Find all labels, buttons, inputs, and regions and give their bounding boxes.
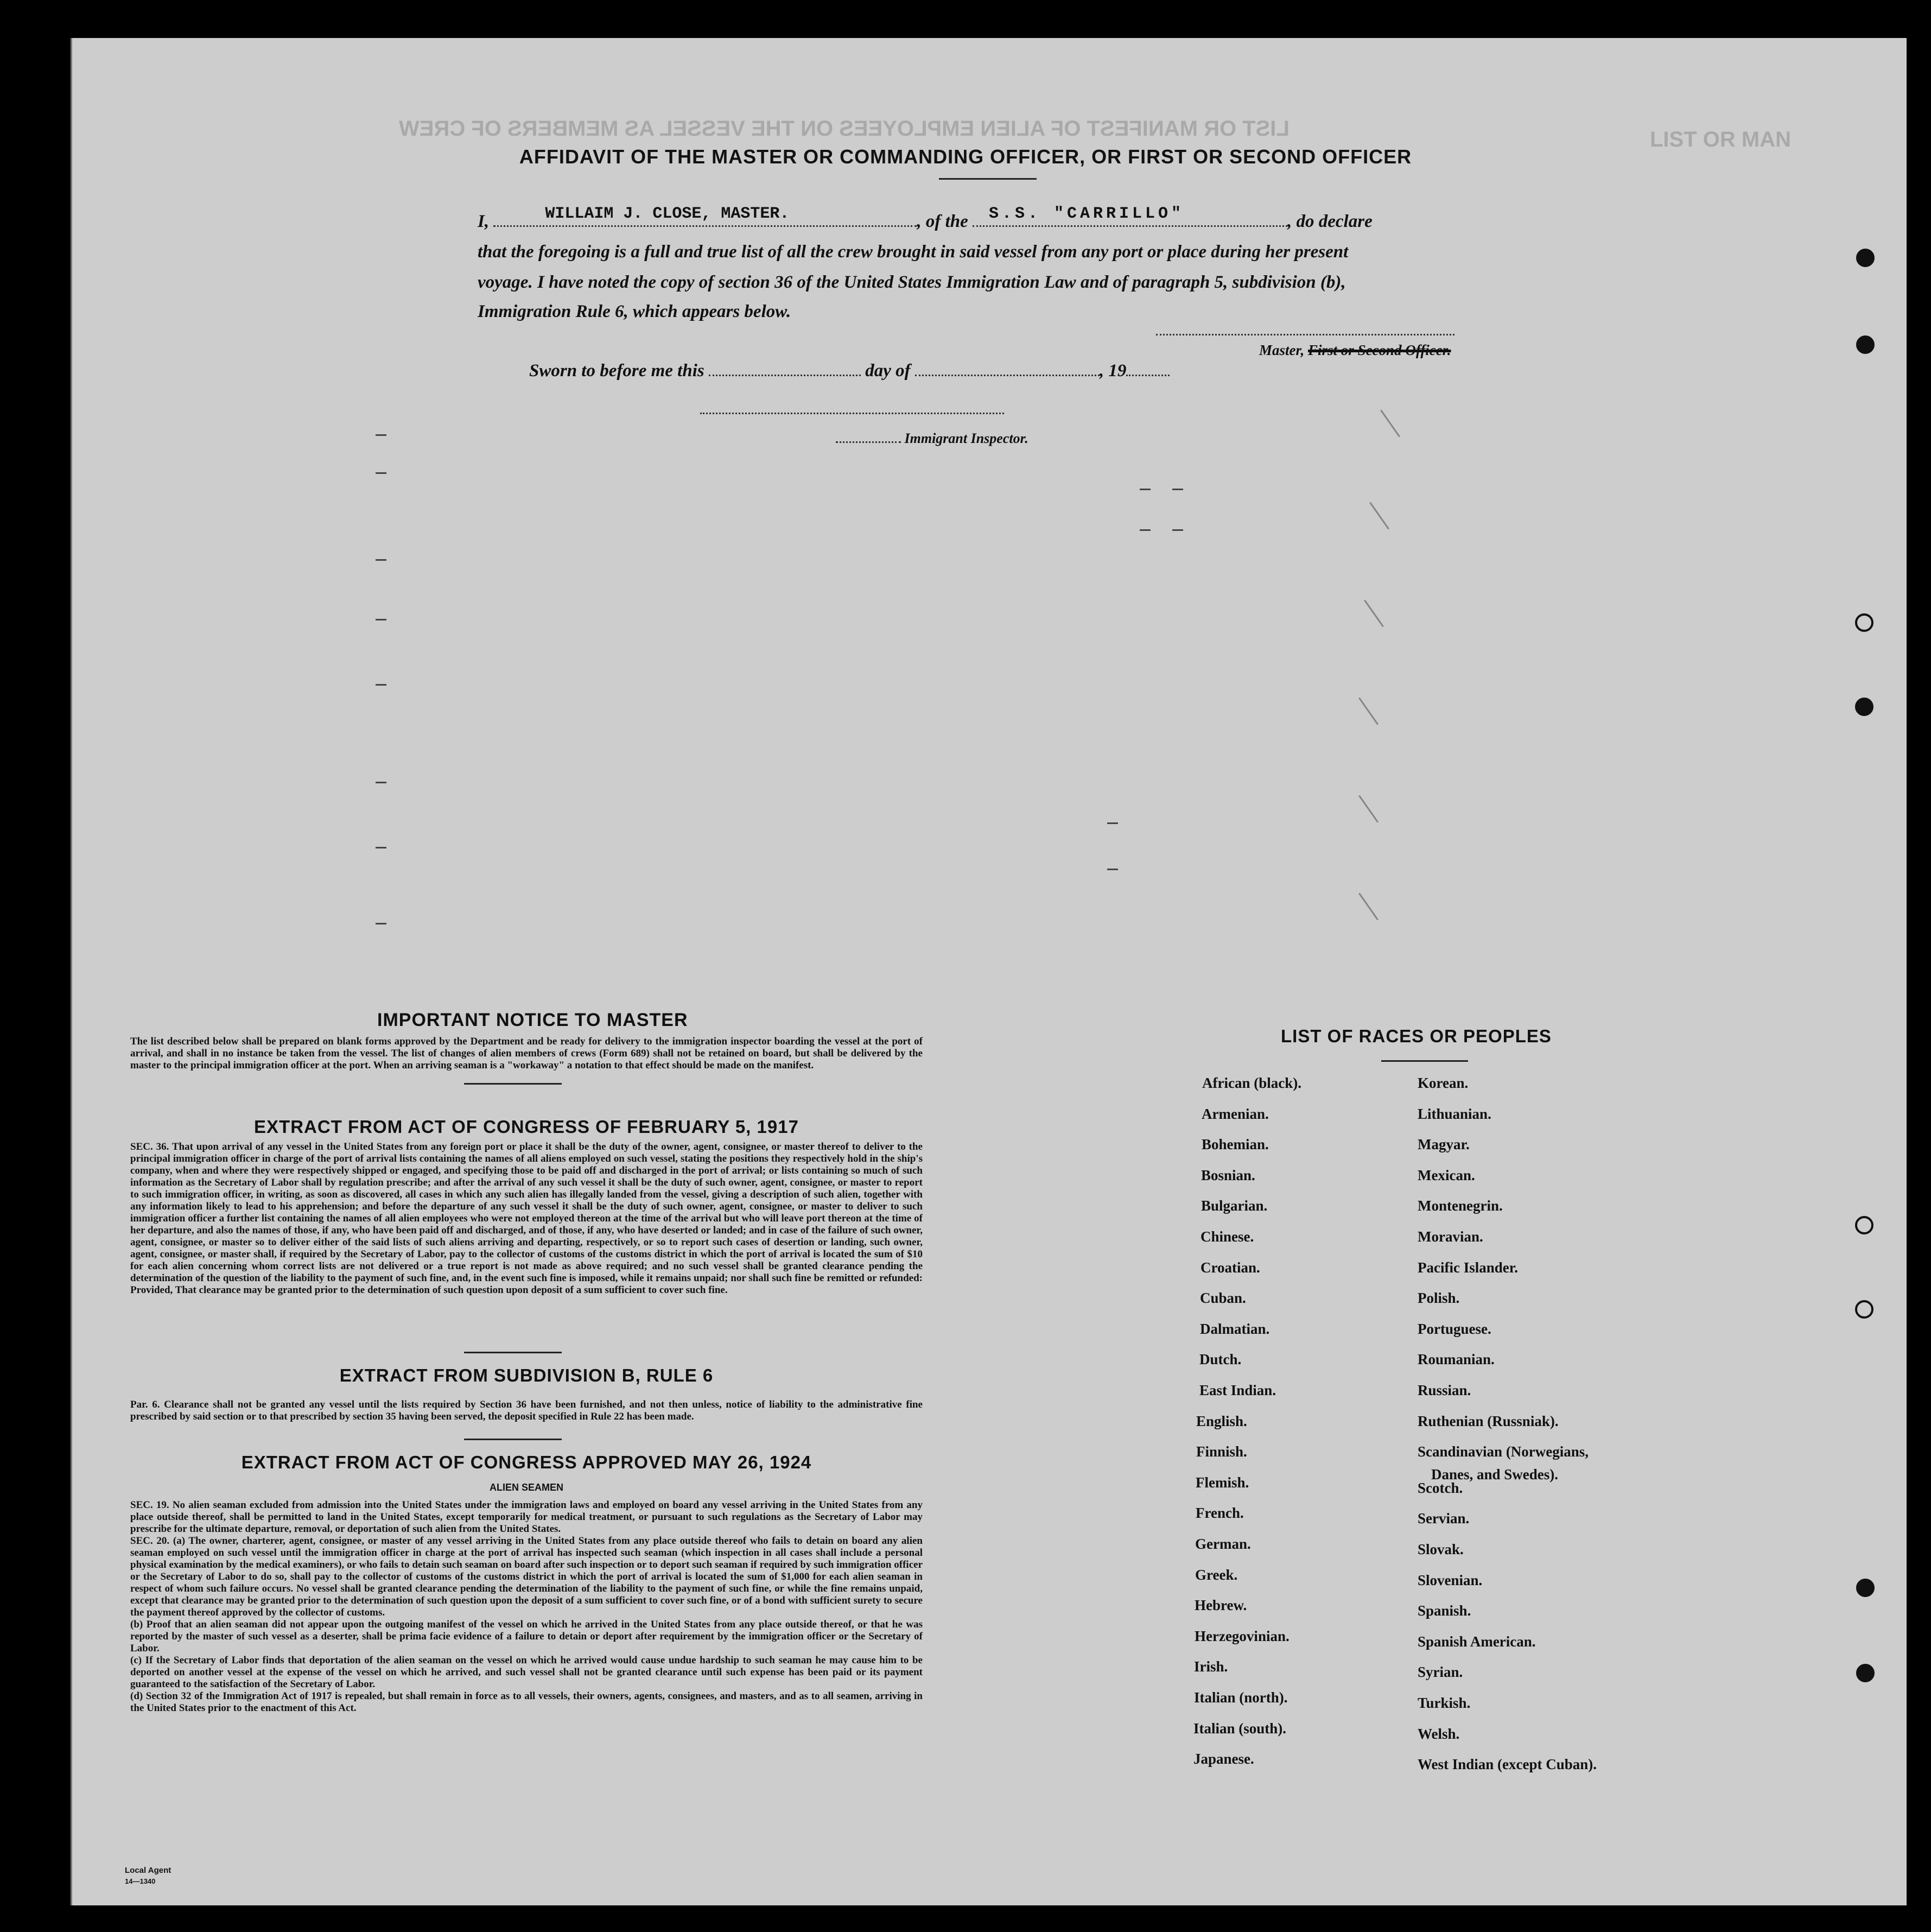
race-item: Turkish. (1418, 1695, 1471, 1711)
race-item: East Indian. (1199, 1382, 1276, 1398)
form-tick (1140, 489, 1151, 490)
inspector-line (836, 430, 1028, 447)
races-title: LIST OF RACES OR PEOPLES (1281, 1026, 1552, 1046)
race-item: Spanish. (1418, 1602, 1471, 1619)
extract-1924-subtitle: ALIEN SEAMEN (489, 1482, 563, 1493)
affidavit-title: AFFIDAVIT OF THE MASTER OR COMMANDING OFFICER, OR FIRST OR SECOND OFFICER (519, 145, 1412, 168)
sworn-label: Sworn to before me this (529, 361, 704, 381)
race-item-continuation: Danes, and Swedes). (1431, 1466, 1559, 1483)
race-item: Korean. (1418, 1075, 1469, 1091)
master-name-value: WILLAIM J. CLOSE, MASTER. (545, 205, 790, 223)
sworn-day-field[interactable] (709, 375, 861, 376)
race-item: German. (1195, 1536, 1251, 1552)
race-item: Russian. (1418, 1382, 1471, 1398)
race-item: Italian (south). (1193, 1720, 1287, 1737)
footer-form-code: 14—1340 (125, 1877, 156, 1885)
form-tick (376, 923, 386, 924)
race-item: French. (1196, 1505, 1244, 1521)
race-item: Chinese. (1200, 1228, 1254, 1245)
sec-19: SEC. 19. No alien seaman excluded from admission into the United States under the immigration laws and employed on board any vessel arriving in the United States from any place outside thereof, shall be permitted to land in the United States, except temporarily for medical treatment, or pursuant to such regulations as the Secretary of Labor may prescribe for the ultimate departure, removal, or deportation of such alien from the United States. (130, 1499, 923, 1535)
races-rule (1381, 1060, 1468, 1062)
inspector-dots (836, 441, 901, 443)
notice-rule (464, 1083, 562, 1085)
race-item: Greek. (1195, 1567, 1238, 1583)
race-item: Dalmatian. (1200, 1321, 1270, 1337)
master-signature-line[interactable] (1156, 334, 1454, 335)
master-label: Master, (1259, 342, 1305, 358)
race-item: Japanese. (1193, 1751, 1254, 1767)
race-item: Polish. (1418, 1290, 1460, 1306)
punch-hole (1856, 335, 1875, 354)
inspector-signature-line[interactable] (700, 413, 1004, 414)
affidavit-line-4: Immigration Rule 6, which appears below. (478, 302, 791, 321)
race-item: Servian. (1418, 1510, 1470, 1526)
race-item: Bulgarian. (1201, 1198, 1268, 1214)
affidavit-line-2: that the foregoing is a full and true list of all the crew brought in said vessel from any port or place during her present (478, 242, 1349, 262)
race-item: Finnish. (1196, 1443, 1247, 1460)
rule-6-title: EXTRACT FROM SUBDIVISION B, RULE 6 (339, 1365, 714, 1385)
title-rule (939, 178, 1037, 180)
race-item: Mexican. (1418, 1167, 1475, 1183)
form-tick (376, 847, 386, 848)
sec-20-a: SEC. 20. (a) The owner, charterer, agent, consignee, or master of any vessel arriving in the United States from any place outside thereof who fails to detain on board any alien seaman employed on such vessel until the immigration officer in charge at the port of arrival has inspected such seaman (which inspection in all cases shall include a personal physical examination by the medical examiners), or who fails to detain such seaman on board after such inspection or to deport such seaman if required by such immigration officer or the Secretary of Labor to do so, shall pay to the collector of customs of the customs district in which the port of arrival is located the sum of $1,000 for each alien seaman in respect of whom such failure occurs. No vessel shall be granted clearance pending the determination of the liability to the payment of such fine, or while the fine remains unpaid, except that clearance may be granted prior to the determination of such question upon the deposit of a sum sufficient to cover such fine, or of a bond with sufficient surety to secure the payment thereof approved by the collector of customs. (130, 1535, 923, 1618)
race-item: Flemish. (1196, 1474, 1249, 1491)
race-item: West Indian (except Cuban). (1418, 1756, 1597, 1772)
i-label: I, (478, 212, 490, 231)
race-item: Armenian. (1202, 1106, 1269, 1122)
punch-hole (1855, 698, 1873, 716)
race-item: Croatian. (1200, 1259, 1260, 1276)
race-item: Syrian. (1418, 1664, 1463, 1680)
punch-hole (1856, 249, 1875, 267)
of-the-label: , of the (917, 212, 968, 231)
signature-title (1259, 342, 1451, 359)
form-tick (1107, 822, 1118, 824)
form-tick (376, 559, 386, 561)
race-item: Moravian. (1418, 1228, 1483, 1245)
affidavit-line-1 (478, 205, 1373, 232)
form-tick (376, 782, 386, 783)
punch-hole (1855, 613, 1873, 632)
race-item: Slovak. (1418, 1541, 1464, 1557)
punch-hole (1855, 1216, 1873, 1234)
bleed-through-text: LIST OR MANIFEST OF ALIEN EMPLOYEES ON THE VESSEL AS MEMBERS OF CREW (399, 117, 1290, 141)
punch-hole (1856, 1579, 1875, 1597)
sec-20-b: (b) Proof that an alien seaman did not appear upon the outgoing manifest of the vessel on which he arrived in the United States from any place outside thereof, or that he was reported by the master of such vessel as a deserter, shall be prima facie evidence of a failure to detain or deport after requirement by the immigration officer or the Secretary of Labor. (130, 1619, 923, 1654)
race-item: Welsh. (1418, 1726, 1460, 1742)
race-item: Dutch. (1199, 1351, 1242, 1367)
footer-agent: Local Agent (125, 1866, 171, 1875)
race-item: Irish. (1194, 1658, 1228, 1675)
form-tick (376, 472, 386, 474)
race-item: Spanish American. (1418, 1633, 1536, 1650)
race-item: Pacific Islander. (1418, 1259, 1518, 1276)
race-item: Ruthenian (Russniak). (1418, 1413, 1559, 1429)
race-item: Slovenian. (1418, 1572, 1483, 1588)
race-item: Bosnian. (1201, 1167, 1255, 1183)
extract-1924-title: EXTRACT FROM ACT OF CONGRESS APPROVED MAY 26, 1924 (241, 1452, 812, 1472)
form-tick (376, 684, 386, 686)
form-tick (1107, 869, 1118, 870)
master-name-field[interactable] (493, 205, 917, 227)
race-item: Scandinavian (Norwegians, (1418, 1443, 1589, 1460)
affidavit-line-3: voyage. I have noted the copy of section 36 of the United States Immigration Law and of paragraph 5, subdivision (b), (478, 273, 1346, 292)
punch-hole (1855, 1300, 1873, 1319)
struck-officer-label: First or Second Officer. (1308, 342, 1451, 358)
race-item: Portuguese. (1418, 1321, 1491, 1337)
notice-body: The list described below shall be prepared on blank forms approved by the Department and be ready for delivery to the immigration inspector boarding the vessel at the port of arrival, and shall in no instance be taken from the vessel. The list of changes of alien members of crews (Form 689) shall not be retained on board, but shall be delivered by the master to the principal immigration officer at the port. When an arriving seaman is a "workaway" a notation to that effect should be made on the manifest. (130, 1036, 923, 1071)
punch-hole (1856, 1664, 1875, 1682)
vessel-value: S.S. "CARRILLO" (989, 205, 1185, 223)
sec-20-d: (d) Section 32 of the Immigration Act of 1917 is repealed, but shall remain in force as to all vessels, their owners, agents, consignees, and masters, and as to all seamen, arriving in the United States prior to the enactment of this Act. (130, 1690, 923, 1714)
race-item: African (black). (1202, 1075, 1301, 1091)
sworn-month-field[interactable] (915, 375, 1100, 376)
do-declare-label: , do declare (1287, 212, 1373, 231)
race-item: Roumanian. (1418, 1351, 1495, 1367)
form-tick (376, 434, 386, 436)
rule-6-body: Par. 6. Clearance shall not be granted any vessel until the lists required by Section 36 have been furnished, and not then unless, notice of liability to the administrative fine prescribed by said section or to that prescribed by section 35 having been served, the deposit specified in Rule 22 has been made. (130, 1399, 923, 1422)
vessel-field[interactable] (973, 205, 1287, 227)
race-item: Bohemian. (1202, 1136, 1269, 1152)
race-item: Italian (north). (1194, 1689, 1288, 1706)
form-tick (1172, 489, 1183, 490)
extract-1917-rule (464, 1352, 562, 1353)
extract-1917-title: EXTRACT FROM ACT OF CONGRESS OF FEBRUARY 5, 1917 (254, 1117, 799, 1137)
day-of-label: day of (865, 361, 911, 381)
race-item: Scotch. (1418, 1480, 1463, 1496)
race-item: Magyar. (1418, 1136, 1470, 1152)
race-item: Hebrew. (1195, 1597, 1247, 1613)
race-item: English. (1196, 1413, 1247, 1429)
sworn-year-field[interactable] (1126, 375, 1170, 376)
sworn-line (529, 361, 1170, 381)
race-item: Herzegovinian. (1195, 1628, 1290, 1644)
form-tick (1172, 529, 1183, 531)
form-tick (376, 619, 386, 620)
sec-20-c: (c) If the Secretary of Labor finds that deportation of the alien seaman on the vessel on which he arrived would cause undue hardship to such seaman he may cause him to be deported on another vessel at the expense of the vessel on which he arrived, and such vessel shall not be granted clearance until such expense has been paid or its payment guaranteed to the satisfaction of the Secretary of Labor. (130, 1655, 923, 1690)
form-tick (1140, 529, 1151, 531)
bleed-through-fragment: LIST OR MAN (1650, 128, 1791, 151)
year-label: , 19 (1099, 361, 1127, 381)
inspector-label: Immigrant Inspector. (904, 430, 1028, 446)
race-item: Lithuanian. (1418, 1106, 1491, 1122)
extract-1917-body: SEC. 36. That upon arrival of any vessel in the United States from any foreign port or place it shall be the duty of the owner, agent, consignee, or master thereof to deliver to the principal immigration officer in charge of the port of arrival lists containing the names of all aliens employed on such vessel, stating the positions they respectively hold in the ship's company, when and where they were respectively shipped or engaged, and specifying those to be paid off and discharged in the port of arrival; or lists containing so much of such information as the Secretary of Labor shall by regulation prescribe; and after the arrival of any such vessel it shall be the duty of such owner, agent, consignee, or master to report to such immigration officer, in writing, as soon as discovered, all cases in which any such alien has illegally landed from the vessel, giving a description of such alien, together with any information likely to lead to his apprehension; and before the departure of any such vessel it shall be the duty of such owner, agent, consignee, or master to deliver to such immigration officer a further list containing the names of all alien employees who were not employed thereon at the time of the arrival but who will leave port thereon at the time of her departure, and also the names of those, if any, who have been paid off and discharged, and of those, if any, who have deserted or landed; and in case of the failure of such owner, agent, consignee, or master so to deliver either of the said lists of such aliens arriving and departing, respectively, or so to report such cases of desertion or landing, such owner, agent, consignee, or master shall, if required by the Secretary of Labor, pay to the collector of customs of the customs district in which the port of arrival is located the sum of $10 for each alien concerning whom correct lists are not delivered or a true report is not made as above required; and no such vessel shall be granted clearance pending the determination of the question of the liability to the payment of such fine, and, in the event such fine is imposed, while it remains unpaid; nor shall such fine be remitted or refunded: Provided, That clearance may be granted prior to the determination of such question upon deposit of a sum sufficient to cover such fine. (130, 1141, 923, 1296)
rule-6-rule (464, 1439, 562, 1440)
race-item: Cuban. (1200, 1290, 1246, 1306)
extract-1924-body (130, 1499, 923, 1714)
notice-title: IMPORTANT NOTICE TO MASTER (377, 1010, 688, 1030)
race-item: Montenegrin. (1418, 1198, 1503, 1214)
